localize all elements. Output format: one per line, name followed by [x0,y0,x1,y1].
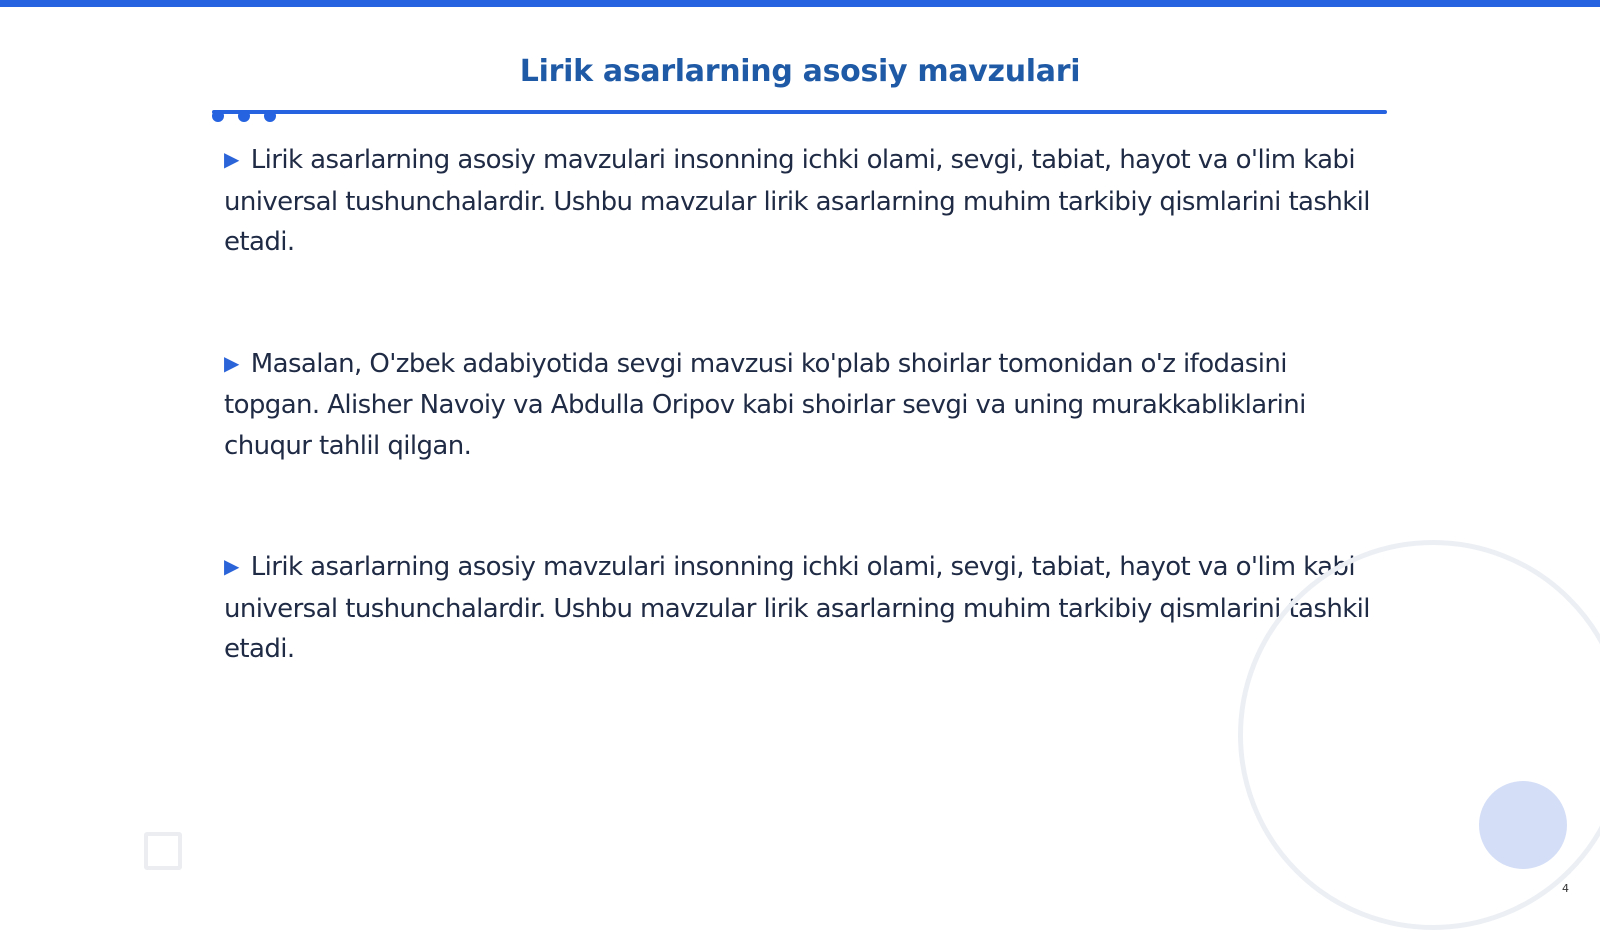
underline-dot [238,110,250,122]
underline-dot [264,110,276,122]
bullet-text: Lirik asarlarning asosiy mavzulari insonning ichki olami, sevgi, tabiat, hayot va o'lim kabi universal tushunchalardir. Ushbu mavzular lirik asarlarning muhim tarkibiy qismlarini tashkil etadi. [224,145,1370,257]
bullet-text: Lirik asarlarning asosiy mavzulari insonning ichki olami, sevgi, tabiat, hayot va o'lim kabi universal tushunchalardir. Ushbu mavzular lirik asarlarning muhim tarkibiy qismlarini tashkil etadi. [224,552,1370,664]
page-number: 4 [1562,882,1569,895]
bullet-item [224,140,1384,263]
bullet-list [224,140,1384,751]
decorative-circle [1479,781,1567,869]
triangle-right-icon: ▶ [224,554,239,578]
bullet-item [224,344,1384,467]
triangle-right-icon: ▶ [224,350,239,375]
title-underline [212,110,1387,114]
bullet-item [224,547,1384,670]
triangle-right-icon: ▶ [224,147,239,171]
bullet-text: Masalan, O'zbek adabiyotida sevgi mavzusi ko'plab shoirlar tomonidan o'z ifodasini topgan. Alisher Navoiy va Abdulla Oripov kabi shoirlar sevgi va uning murakkabliklarini chuqur tahlil qilgan. [224,348,1306,461]
decorative-ring [1238,540,1600,930]
top-accent-bar [0,0,1600,7]
underline-dot [212,110,224,122]
decorative-square [144,832,182,870]
slide-title: Lirik asarlarning asosiy mavzulari [519,54,1081,89]
